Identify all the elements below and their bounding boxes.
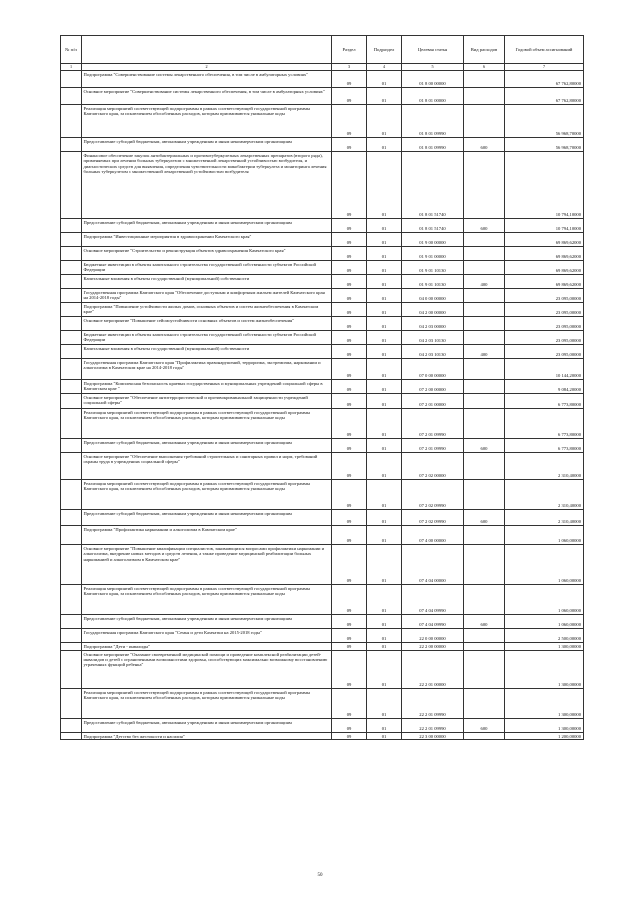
cell-name: Подпрограмма "Повышение устойчивости жилых домов, основных объектов и систем жизнеобеспечения в Камчатском крае" [82,303,332,317]
budget-table [60,35,584,740]
cell-vid [464,88,505,105]
cell-target: 07 2 02 09990 [402,480,464,510]
cell-num [61,303,82,317]
cell-num [61,71,82,88]
table-row [61,289,584,303]
cell-sum: 1 060,00000 [505,615,584,629]
cell-num [61,152,82,219]
cell-name: Реализация мероприятий соответствующей подпрограммы в рамках соответствующей государственной программы Камчатского края, за исключением обособленных расходов, которым присваиваются уникальные коды [82,585,332,615]
table-row [61,88,584,105]
cell-podrazdel: 01 [367,510,402,526]
cell-podrazdel: 01 [367,359,402,380]
col-number: 6 [464,64,505,71]
cell-num [61,219,82,233]
cell-sum: 1 300,00000 [505,688,584,718]
cell-razdel: 09 [332,289,367,303]
cell-sum: 67 762,80000 [505,71,584,88]
table-row [61,138,584,152]
cell-vid [464,331,505,345]
cell-vid: 600 [464,615,505,629]
cell-vid [464,261,505,275]
cell-name: Бюджетные инвестиции в объекты капитального строительства государственной собственности субъектов Российской Федерации [82,261,332,275]
cell-target: 04 2 03 00000 [402,317,464,331]
cell-razdel: 09 [332,380,367,394]
table-row [61,629,584,643]
cell-vid [464,629,505,643]
cell-razdel: 09 [332,650,367,688]
cell-sum: 1 300,00000 [505,718,584,732]
cell-sum: 9 084,20000 [505,380,584,394]
header-name [82,36,332,64]
cell-name: Государственная программа Камчатского края "Профилактика правонарушений, терроризма, экстремизма, наркомании и алкоголизма в Камчатском крае на 2014-2018 годы" [82,359,332,380]
cell-razdel: 09 [332,317,367,331]
cell-podrazdel: 01 [367,394,402,409]
cell-vid: 600 [464,510,505,526]
cell-sum: 10 794,10000 [505,152,584,219]
cell-num [61,233,82,247]
table-row [61,409,584,439]
cell-podrazdel: 01 [367,317,402,331]
table-row [61,394,584,409]
cell-sum: 6 773,80000 [505,409,584,439]
cell-name: Реализация мероприятий соответствующей подпрограммы в рамках соответствующей государственной программы Камчатского края, за исключением обособленных расходов, которым присваиваются уникальные коды [82,688,332,718]
header-target: Целевая статья [402,36,464,64]
cell-target: 22 2 01 09990 [402,688,464,718]
cell-vid [464,585,505,615]
cell-podrazdel: 01 [367,585,402,615]
cell-podrazdel: 01 [367,219,402,233]
cell-podrazdel: 01 [367,261,402,275]
cell-podrazdel: 01 [367,380,402,394]
col-number: 1 [61,64,82,71]
cell-razdel: 09 [332,439,367,453]
cell-sum: 1 300,00000 [505,643,584,651]
cell-razdel: 09 [332,545,367,585]
cell-podrazdel: 01 [367,88,402,105]
table-row [61,247,584,261]
cell-sum: 69 869,62000 [505,275,584,289]
cell-target: 22 2 00 00000 [402,643,464,651]
cell-vid [464,359,505,380]
header-podrazdel: Подраздел [367,36,402,64]
cell-sum: 2 500,00000 [505,629,584,643]
table-row [61,688,584,718]
cell-num [61,480,82,510]
cell-sum: 10 144,20000 [505,359,584,380]
table-row [61,732,584,740]
cell-razdel: 09 [332,480,367,510]
cell-num [61,615,82,629]
cell-razdel: 09 [332,615,367,629]
cell-name: Капитальные вложения в объекты государственной (муниципальной) собственности [82,275,332,289]
cell-name: Предоставление субсидий бюджетным, автономным учреждениям и иным некоммерческим организациям [82,615,332,629]
cell-podrazdel: 01 [367,732,402,740]
cell-sum: 23 095,00000 [505,289,584,303]
cell-target: 01 8 01 51740 [402,152,464,219]
cell-target: 01 8 01 51740 [402,219,464,233]
cell-vid: 400 [464,275,505,289]
cell-target: 01 8 01 09990 [402,138,464,152]
cell-num [61,526,82,545]
cell-num [61,643,82,651]
cell-razdel: 09 [332,510,367,526]
cell-podrazdel: 01 [367,303,402,317]
cell-target: 22 2 01 00000 [402,650,464,688]
cell-num [61,650,82,688]
cell-razdel: 09 [332,152,367,219]
cell-sum: 1 060,00000 [505,545,584,585]
cell-vid [464,688,505,718]
cell-target: 07 2 00 00000 [402,380,464,394]
cell-sum: 1 300,00000 [505,650,584,688]
cell-target: 07 0 00 00000 [402,359,464,380]
table-row [61,71,584,88]
cell-razdel: 09 [332,88,367,105]
cell-razdel: 09 [332,247,367,261]
cell-razdel: 09 [332,409,367,439]
cell-name: Предоставление субсидий бюджетным, автономным учреждениям и иным некоммерческим организациям [82,138,332,152]
table-header-row [61,36,584,64]
cell-name: Подпрограмма "Детство без жестокости и насилия" [82,732,332,740]
cell-num [61,331,82,345]
table-row [61,480,584,510]
table-body [61,71,584,740]
cell-podrazdel: 01 [367,289,402,303]
cell-podrazdel: 01 [367,409,402,439]
cell-num [61,88,82,105]
cell-name: Реализация мероприятий соответствующей подпрограммы в рамках соответствующей государственной программы Камчатского края, за исключением обособленных расходов, которым присваиваются уникальные коды [82,409,332,439]
cell-podrazdel: 01 [367,480,402,510]
cell-vid [464,152,505,219]
cell-name: Государственная программа Камчатского края "Обеспечение доступным и комфортным жильем жителей Камчатского края на 2014-2018 годы" [82,289,332,303]
cell-podrazdel: 01 [367,453,402,480]
table-row [61,317,584,331]
cell-sum: 56 968,70000 [505,138,584,152]
table-row [61,585,584,615]
cell-vid [464,317,505,331]
cell-sum: 2 310,40000 [505,510,584,526]
cell-num [61,359,82,380]
header-vid: Вид расходов [464,36,505,64]
cell-podrazdel: 01 [367,526,402,545]
table-row [61,439,584,453]
table-row [61,380,584,394]
cell-name: Предоставление субсидий бюджетным, автономным учреждениям и иным некоммерческим организациям [82,439,332,453]
cell-target: 01 8 01 00000 [402,88,464,105]
cell-razdel: 09 [332,394,367,409]
cell-vid [464,289,505,303]
cell-target: 01 9 00 00000 [402,233,464,247]
cell-num [61,718,82,732]
cell-name: Подпрограмма "Профилактика наркомании и алкоголизма в Камчатском крае" [82,526,332,545]
cell-sum: 6 773,80000 [505,439,584,453]
cell-vid [464,453,505,480]
cell-podrazdel: 01 [367,247,402,261]
header-razdel: Раздел [332,36,367,64]
cell-sum: 23 095,00000 [505,345,584,359]
cell-sum: 23 095,00000 [505,303,584,317]
cell-razdel: 09 [332,219,367,233]
cell-num [61,247,82,261]
cell-num [61,409,82,439]
col-number: 2 [82,64,332,71]
cell-vid: 400 [464,345,505,359]
col-number: 5 [402,64,464,71]
cell-name: Предоставление субсидий бюджетным, автономным учреждениям и иным некоммерческим организациям [82,718,332,732]
cell-name: Предоставление субсидий бюджетным, автономным учреждениям и иным некоммерческим организациям [82,219,332,233]
cell-target: 01 9 01 10130 [402,261,464,275]
cell-name: Капитальные вложения в объекты государственной (муниципальной) собственности [82,345,332,359]
cell-name: Подпрограмма "Комплексная безопасность краевых государственных и муниципальных учреждений социальной сферы в Камчатском крае " [82,380,332,394]
cell-vid [464,650,505,688]
cell-podrazdel: 01 [367,71,402,88]
table-row [61,359,584,380]
cell-sum: 56 968,70000 [505,105,584,138]
cell-podrazdel: 01 [367,688,402,718]
header-sum: Годовой объем ассигнований [505,36,584,64]
cell-sum: 10 794,10000 [505,219,584,233]
cell-vid [464,303,505,317]
cell-podrazdel: 01 [367,629,402,643]
cell-razdel: 09 [332,585,367,615]
cell-num [61,439,82,453]
cell-num [61,510,82,526]
table-row [61,219,584,233]
cell-vid [464,732,505,740]
cell-num [61,688,82,718]
cell-razdel: 09 [332,732,367,740]
cell-vid [464,545,505,585]
cell-podrazdel: 01 [367,643,402,651]
cell-num [61,629,82,643]
cell-podrazdel: 01 [367,718,402,732]
table-row [61,718,584,732]
cell-num [61,585,82,615]
cell-name: Подпрограмма "Совершенствование системы лекарственного обеспечения, в том числе в амбулаторных условиях" [82,71,332,88]
cell-name: Основное мероприятие "Обеспечение выполнения требований строительных и санитарных правил и норм, требований охраны труда в учреждениях социальной сферы" [82,453,332,480]
cell-target: 01 8 00 00000 [402,71,464,88]
table-row [61,331,584,345]
cell-target: 07 4 04 00000 [402,545,464,585]
table-row [61,303,584,317]
cell-razdel: 09 [332,303,367,317]
cell-target: 22 2 01 09990 [402,718,464,732]
cell-target: 04 2 00 00000 [402,303,464,317]
cell-name: Государственная программа Камчатского края "Семья и дети Камчатки на 2015-2018 годы" [82,629,332,643]
table-row [61,643,584,651]
table-row [61,105,584,138]
cell-vid [464,380,505,394]
table-row [61,261,584,275]
cell-vid [464,233,505,247]
cell-razdel: 09 [332,71,367,88]
cell-num [61,453,82,480]
cell-target: 07 2 01 09990 [402,439,464,453]
cell-vid [464,394,505,409]
cell-target: 07 4 04 09990 [402,585,464,615]
cell-target: 22 3 00 00000 [402,732,464,740]
cell-num [61,345,82,359]
cell-razdel: 09 [332,331,367,345]
cell-num [61,261,82,275]
cell-sum: 69 869,62000 [505,247,584,261]
cell-num [61,732,82,740]
cell-podrazdel: 01 [367,275,402,289]
table-row [61,453,584,480]
cell-sum: 2 310,40000 [505,480,584,510]
cell-name: Основное мероприятие "Повышение сейсмоустойчивости основных объектов и систем жизнеобеспечения" [82,317,332,331]
table-row [61,510,584,526]
cell-name: Бюджетные инвестиции в объекты капитального строительства государственной собственности субъектов Российской Федерации [82,331,332,345]
table-row [61,233,584,247]
cell-razdel: 09 [332,233,367,247]
cell-razdel: 09 [332,526,367,545]
cell-sum: 1 200,00000 [505,732,584,740]
cell-podrazdel: 01 [367,545,402,585]
cell-num [61,289,82,303]
page-number: 50 [317,873,323,878]
cell-sum: 1 060,00000 [505,526,584,545]
cell-name: Подпрограмма "Дети - инвалиды" [82,643,332,651]
cell-vid: 600 [464,718,505,732]
table-row [61,650,584,688]
col-number: 4 [367,64,402,71]
cell-podrazdel: 01 [367,345,402,359]
cell-target: 22 0 00 00000 [402,629,464,643]
cell-vid [464,409,505,439]
cell-name: Основное мероприятие "Совершенствование системы лекарственного обеспечения, в том числе в амбулаторных условиях" [82,88,332,105]
cell-name: Основное мероприятие "Повышение квалификации специалистов, занимающихся вопросами профилактики наркомании и алкоголизма, внедрение новых методов и средств лечения, а также проведение медицинской реабилитации больных наркоманией и алкоголизмом в Камчатском крае" [82,545,332,585]
cell-sum: 23 095,00000 [505,317,584,331]
cell-razdel: 09 [332,629,367,643]
cell-sum: 1 060,00000 [505,585,584,615]
cell-sum: 2 310,40000 [505,453,584,480]
table-row [61,545,584,585]
cell-podrazdel: 01 [367,138,402,152]
cell-num [61,138,82,152]
cell-name: Предоставление субсидий бюджетным, автономным учреждениям и иным некоммерческим организациям [82,510,332,526]
cell-sum: 67 762,80000 [505,88,584,105]
cell-vid [464,643,505,651]
cell-name: Реализация мероприятий соответствующей подпрограммы в рамках соответствующей государственной программы Камчатского края, за исключением обособленных расходов, которым присваиваются уникальные коды [82,480,332,510]
cell-num [61,394,82,409]
cell-razdel: 09 [332,105,367,138]
cell-num [61,380,82,394]
cell-podrazdel: 01 [367,650,402,688]
cell-razdel: 09 [332,359,367,380]
cell-target: 07 2 01 09990 [402,409,464,439]
cell-vid [464,480,505,510]
cell-target: 07 2 02 09990 [402,510,464,526]
cell-num [61,317,82,331]
cell-vid: 600 [464,138,505,152]
table-row [61,345,584,359]
cell-podrazdel: 01 [367,615,402,629]
cell-target: 01 9 01 00000 [402,247,464,261]
cell-num [61,545,82,585]
cell-razdel: 09 [332,345,367,359]
cell-target: 04 2 03 10130 [402,345,464,359]
cell-target: 04 0 00 00000 [402,289,464,303]
header-num: № п/п [61,36,82,64]
cell-podrazdel: 01 [367,233,402,247]
cell-sum: 6 773,80000 [505,394,584,409]
col-number: 3 [332,64,367,71]
cell-name: Основное мероприятие "Строительство и реконструкция объектов здравоохранения Камчатского края" [82,247,332,261]
cell-target: 07 2 01 00000 [402,394,464,409]
cell-podrazdel: 01 [367,331,402,345]
cell-name: Финансовое обеспечение закупок антибактериальных и противотуберкулезных лекарственных препаратов (второго ряда), применяемых при лечении больных туберкулезом с множественной лекарственной устойчивостью возбудителя, и диагностических средств для выявления, определения чувствительности микобактерии туберкулеза и мониторинга лечения больных туберкулезом с множественной лекарственной устойчивостью возбудителя [82,152,332,219]
cell-podrazdel: 01 [367,152,402,219]
cell-razdel: 09 [332,275,367,289]
cell-vid [464,105,505,138]
cell-vid: 600 [464,219,505,233]
cell-sum: 69 869,62000 [505,233,584,247]
cell-name: Подпрограмма "Инвестиционные мероприятия в здравоохранении Камчатского края" [82,233,332,247]
cell-name: Основное мероприятие "Обеспечение антитеррористической и противокриминальной защищенности учреждений социальной сферы" [82,394,332,409]
cell-sum: 23 095,00000 [505,331,584,345]
cell-name: Реализация мероприятий соответствующей подпрограммы в рамках соответствующей государственной программы Камчатского края, за исключением обособленных расходов, которым присваиваются уникальные коды [82,105,332,138]
cell-vid [464,526,505,545]
cell-podrazdel: 01 [367,439,402,453]
cell-razdel: 09 [332,261,367,275]
cell-target: 01 9 01 10130 [402,275,464,289]
cell-razdel: 09 [332,453,367,480]
cell-sum: 69 869,62000 [505,261,584,275]
table-row [61,615,584,629]
cell-target: 07 4 00 00000 [402,526,464,545]
table-row [61,526,584,545]
table-row [61,275,584,289]
cell-name: Основное мероприятие "Оказание своевременной медицинской помощи и проведение комплексной реабилитации детей-инвалидов и детей с ограниченными возможностями здоровья, способствующих максимально возможному восстановлению утраченных функций ребенка" [82,650,332,688]
cell-razdel: 09 [332,688,367,718]
cell-vid: 600 [464,439,505,453]
cell-target: 07 2 02 00000 [402,453,464,480]
cell-podrazdel: 01 [367,105,402,138]
table-row [61,152,584,219]
cell-vid [464,247,505,261]
cell-vid [464,71,505,88]
cell-razdel: 09 [332,643,367,651]
cell-target: 01 8 01 09990 [402,105,464,138]
cell-num [61,105,82,138]
cell-razdel: 09 [332,718,367,732]
document-page [60,35,583,740]
cell-num [61,275,82,289]
cell-razdel: 09 [332,138,367,152]
cell-target: 04 2 03 10130 [402,331,464,345]
cell-target: 07 4 04 09990 [402,615,464,629]
column-number-row [61,64,584,71]
col-number: 7 [505,64,584,71]
